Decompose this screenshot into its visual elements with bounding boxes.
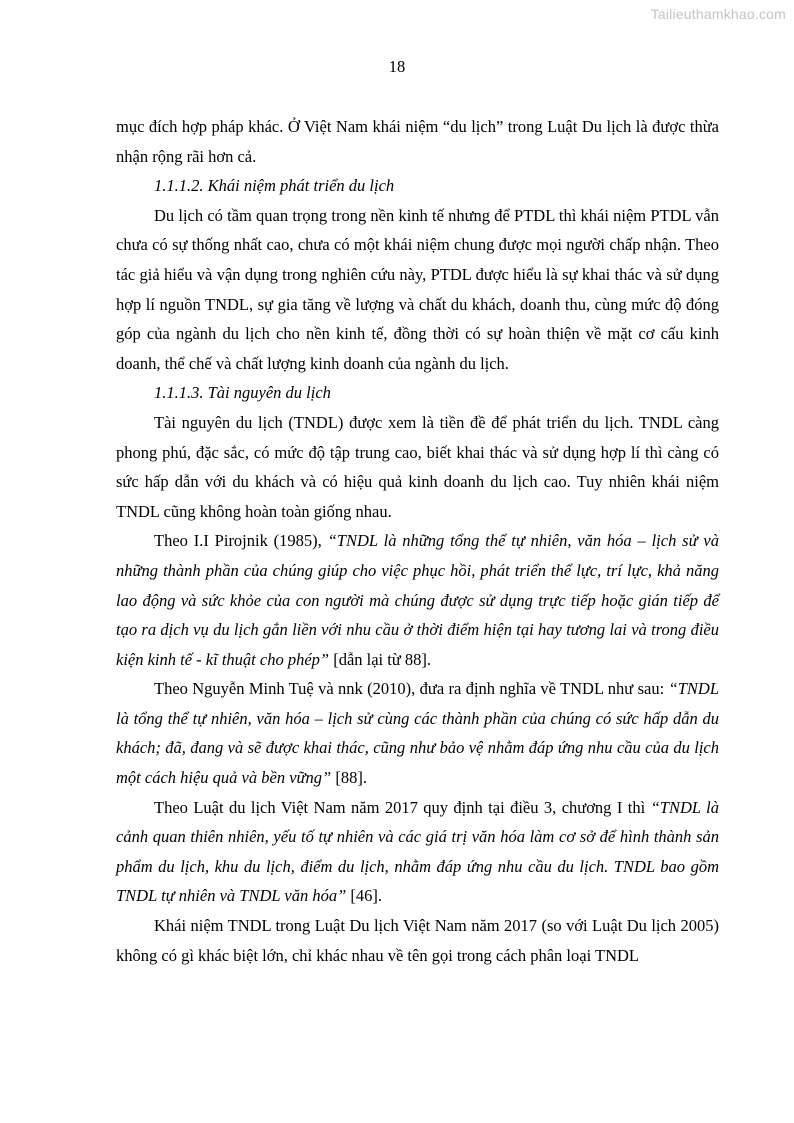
paragraph-tourism-law-definition [116, 793, 719, 911]
citation: [88]. [331, 768, 367, 788]
citation: [46]. [346, 886, 383, 906]
paragraph-tourism-development: Du lịch có tầm quan trọng trong nền kinh tế nhưng để PTDL thì khái niệm PTDL vẫn chưa có sự thống nhất cao, chưa có một khái niệm chung được mọi người chấp nhận. Theo tác giả hiểu và vận dụng trong nghiên cứu này, PTDL được hiểu là sự khai thác và sử dụng hợp lí nguồn TNDL, sự gia tăng về lượng và chất du khách, doanh thu, cùng mức độ đóng góp của ngành du lịch cho nền kinh tế, đồng thời có sự hoàn thiện về mặt cơ cấu kinh doanh, thể chế và chất lượng kinh doanh của ngành du lịch. [116, 205, 719, 373]
paragraph-continuation: mục đích hợp pháp khác. Ở Việt Nam khái niệm “du lịch” trong Luật Du lịch là được thừa nhận rộng rãi hơn cả. [116, 117, 719, 166]
quoted-definition: “TNDL là những tổng thể tự nhiên, văn hóa – lịch sử và những thành phần của chúng giúp cho việc phục hồi, phát triển thể lực, trí lực, khả năng lao động và sức khỏe của con người mà chúng được sử dụng trực tiếp hoặc gián tiếp để tạo ra dịch vụ du lịch gắn liền với nhu cầu ở thời điểm hiện tại hay tương lai và trong điều kiện kinh tế - kĩ thuật cho phép” [116, 531, 719, 669]
section-heading-1-1-1-2: 1.1.1.2. Khái niệm phát triển du lịch [154, 176, 395, 196]
paragraph-pirojnik-definition [116, 526, 719, 674]
paragraph-tourism-resources: Tài nguyên du lịch (TNDL) được xem là tiền đề để phát triển du lịch. TNDL càng phong phú, đặc sắc, có mức độ tập trung cao, biết khai thác và sử dụng hợp lí thì càng có sức hấp dẫn với du khách và có hiệu quả kinh doanh du lịch cao. Tuy nhiên khái niệm TNDL cũng không hoàn toàn giống nhau. [116, 412, 719, 521]
quoted-definition: “TNDL là tổng thể tự nhiên, văn hóa – lịch sử cùng các thành phần của chúng có sức hấp dẫn du khách; đã, đang và sẽ được khai thác, cũng như bảo vệ nhằm đáp ứng nhu cầu của du lịch một cách hiệu quả và bền vững” [116, 679, 719, 788]
watermark: Tailieuthamkhao.com [650, 6, 786, 22]
citation: [dẫn lại từ 88]. [329, 649, 432, 669]
page-number: 18 [388, 57, 406, 76]
quoted-definition: “TNDL là cảnh quan thiên nhiên, yếu tố tự nhiên và các giá trị văn hóa làm cơ sở để hình thành sản phẩm du lịch, khu du lịch, điểm du lịch, nhằm đáp ứng nhu cầu du lịch. TNDL bao gồm TNDL tự nhiên và TNDL văn hóa” [116, 797, 719, 906]
paragraph-lead-text: Theo I.I Pirojnik (1985), [154, 531, 328, 551]
paragraph-lead-text: Theo Nguyễn Minh Tuệ và nnk (2010), đưa ra định nghĩa về TNDL như sau: [154, 679, 669, 699]
paragraph-nguyen-minh-tue-definition [116, 674, 719, 792]
paragraph-law-comparison: Khái niệm TNDL trong Luật Du lịch Việt Nam năm 2017 (so với Luật Du lịch 2005) không có gì khác biệt lớn, chỉ khác nhau về tên gọi trong cách phân loại TNDL [116, 916, 719, 965]
document-body [116, 112, 719, 970]
section-heading-1-1-1-3: 1.1.1.3. Tài nguyên du lịch [154, 383, 331, 403]
paragraph-lead-text: Theo Luật du lịch Việt Nam năm 2017 quy định tại điều 3, chương I thì [154, 797, 651, 817]
